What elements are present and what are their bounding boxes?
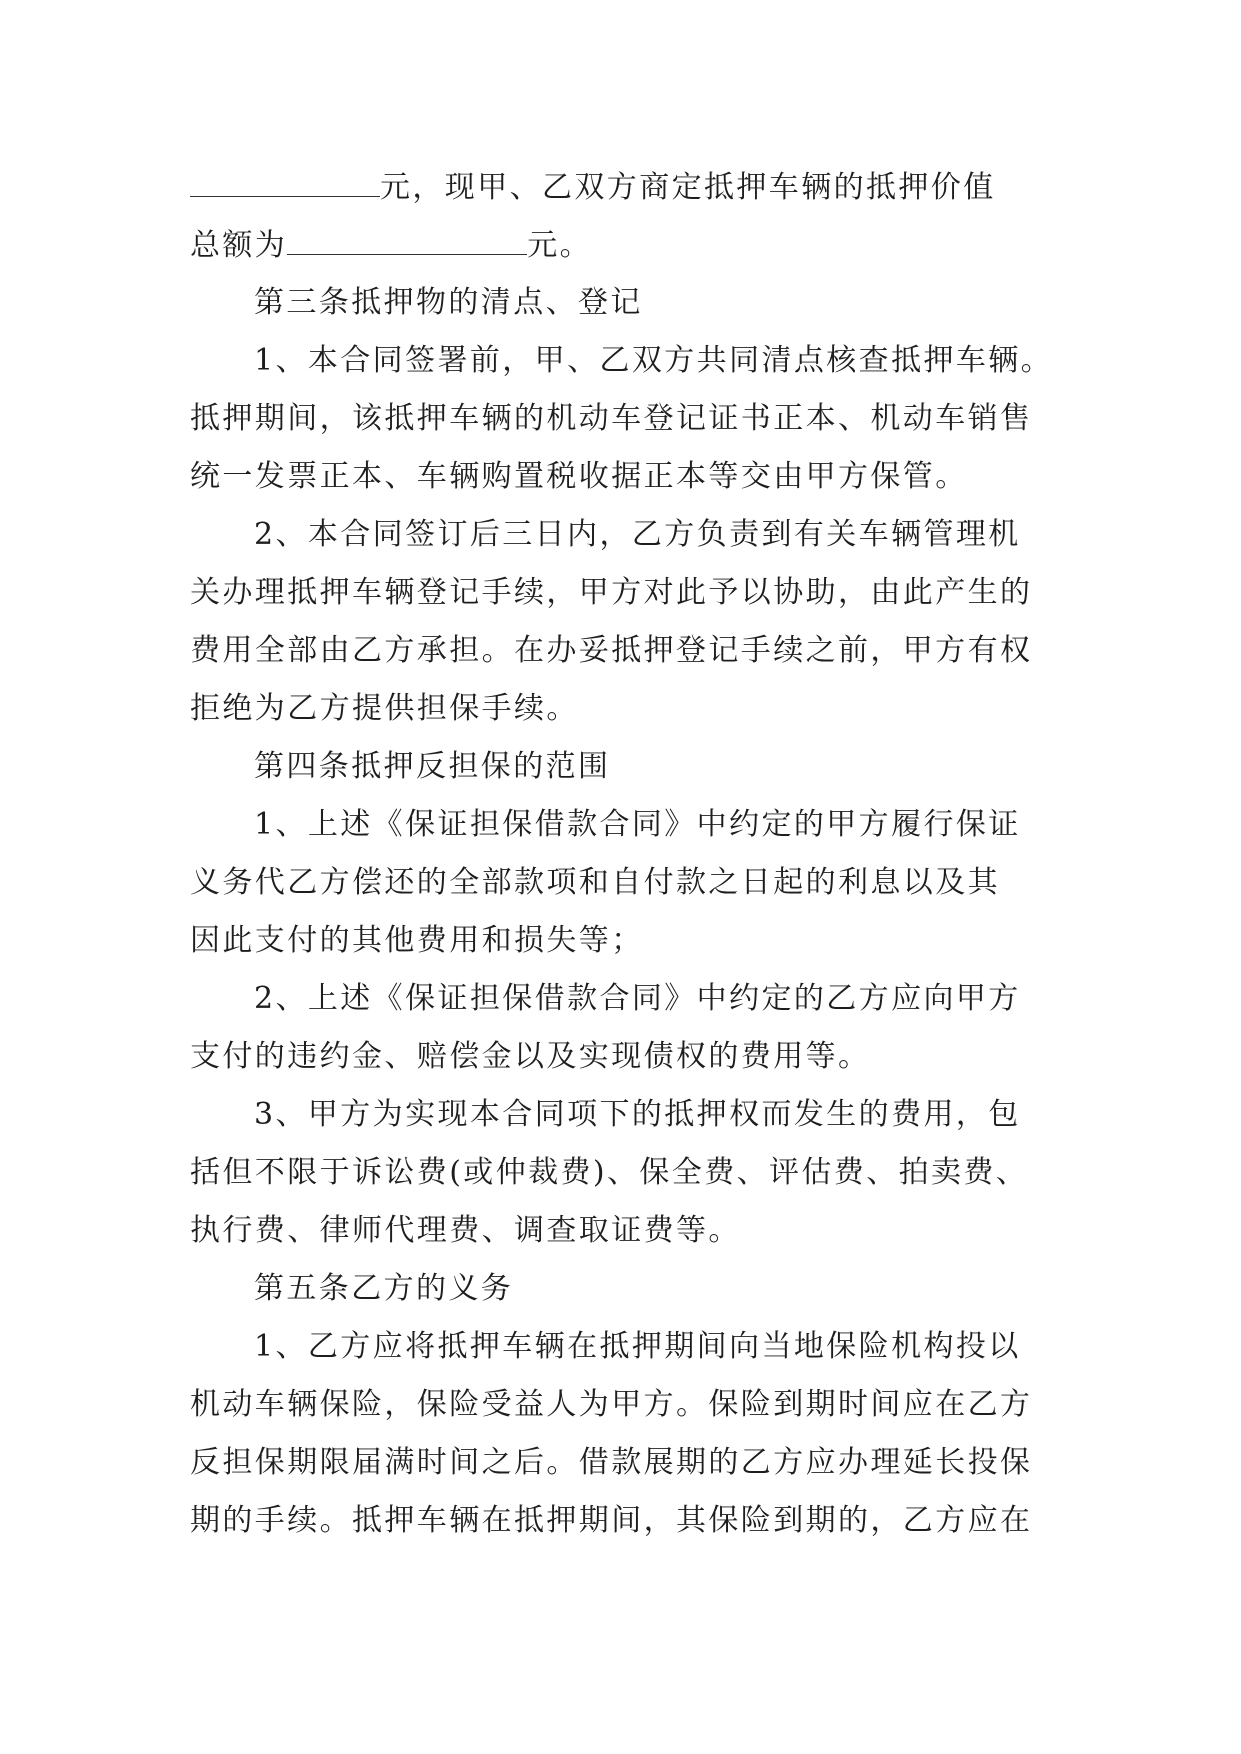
text-line: 费用全部由乙方承担。在办妥抵押登记手续之前，甲方有权	[190, 633, 1033, 668]
line-text: 元，现甲、乙双方商定抵押车辆的抵押价值	[380, 170, 996, 205]
text-line: 2、本合同签订后三日内，乙方负责到有关车辆管理机	[254, 517, 1021, 552]
text-line: 1、本合同签署前，甲、乙双方共同清点核查抵押车辆。	[254, 343, 1054, 378]
line-text: 总额为	[190, 228, 288, 263]
contract-body	[190, 158, 1090, 1550]
text-line: 因此支付的其他费用和损失等；	[190, 923, 644, 958]
text-line: 支付的违约金、赔偿金以及实现债权的费用等。	[190, 1039, 871, 1074]
section-heading: 第三条抵押物的清点、登记	[254, 285, 643, 320]
text-line: 2、上述《保证担保借款合同》中约定的乙方应向甲方	[254, 981, 1021, 1016]
text-line	[190, 158, 1090, 216]
text-line: 期的手续。抵押车辆在抵押期间，其保险到期的，乙方应在	[190, 1503, 1033, 1538]
text-line	[190, 216, 1090, 274]
section-heading: 第四条抵押反担保的范围	[254, 749, 611, 784]
text-line: 统一发票正本、车辆购置税收据正本等交由甲方保管。	[190, 459, 968, 494]
text-line: 关办理抵押车辆登记手续，甲方对此予以协助，由此产生的	[190, 575, 1033, 610]
text-line: 3、甲方为实现本合同项下的抵押权而发生的费用，包	[254, 1097, 1021, 1132]
text-line: 1、乙方应将抵押车辆在抵押期间向当地保险机构投以	[254, 1329, 1021, 1364]
text-line: 执行费、律师代理费、调查取证费等。	[190, 1213, 741, 1248]
text-line: 1、上述《保证担保借款合同》中约定的甲方履行保证	[254, 807, 1021, 842]
text-line: 反担保期限届满时间之后。借款展期的乙方应办理延长投保	[190, 1445, 1033, 1480]
text-line: 义务代乙方偿还的全部款项和自付款之日起的利息以及其	[190, 865, 1000, 900]
text-line: 括但不限于诉讼费(或仲裁费)、保全费、评估费、拍卖费、	[190, 1155, 1029, 1190]
text-line: 抵押期间，该抵押车辆的机动车登记证书正本、机动车销售	[190, 401, 1033, 436]
text-line: 机动车辆保险，保险受益人为甲方。保险到期时间应在乙方	[190, 1387, 1033, 1422]
section-heading: 第五条乙方的义务	[254, 1271, 514, 1306]
line-text: 元。	[527, 228, 593, 263]
blank-underline	[190, 158, 380, 197]
text-line: 拒绝为乙方提供担保手续。	[190, 691, 579, 726]
blank-underline	[287, 216, 527, 255]
